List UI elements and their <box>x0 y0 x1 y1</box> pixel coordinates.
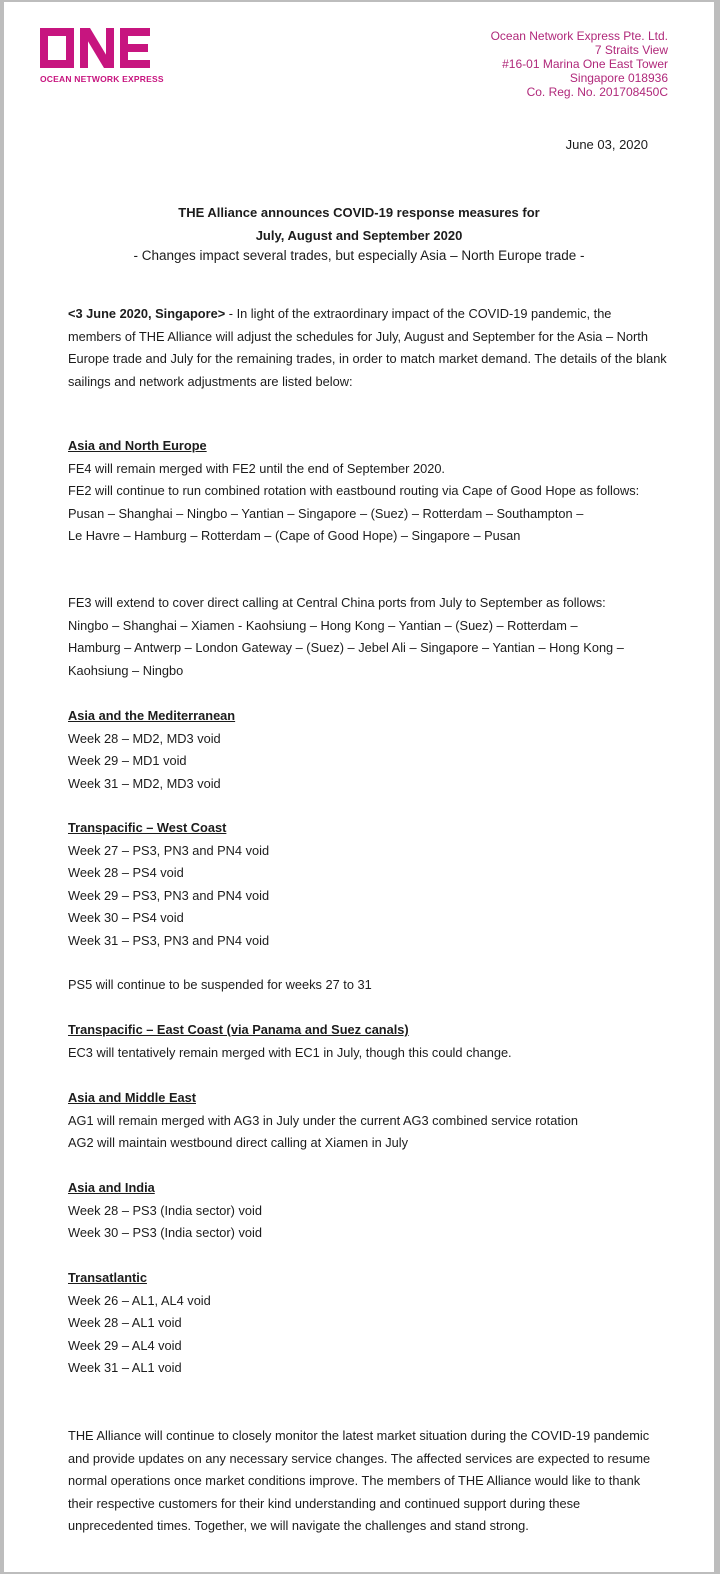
document-page <box>4 2 714 1572</box>
section-india <box>68 1177 668 1245</box>
address-line: Ocean Network Express Pte. Ltd. <box>490 29 668 43</box>
list-item: Week 30 – PS4 void <box>68 910 184 925</box>
list-item: AG2 will maintain westbound direct calling at Xiamen in July <box>68 1135 408 1150</box>
fe2-text: FE2 will continue to run combined rotation with eastbound routing via Cape of Good Hope as follows: <box>68 483 640 498</box>
section-transpacific-east <box>68 1019 668 1064</box>
section-heading: Transpacific – West Coast <box>68 820 227 835</box>
address-line: #16-01 Marina One East Tower <box>502 57 668 71</box>
fe3-route-line: Kaohsiung – Ningbo <box>68 662 184 678</box>
intro-paragraph <box>68 303 668 393</box>
list-item: Week 29 – PS3, PN3 and PN4 void <box>68 887 270 903</box>
section-transatlantic <box>68 1267 668 1380</box>
list-item: Week 28 – MD2, MD3 void <box>68 730 221 746</box>
one-logo <box>40 28 164 84</box>
address-line: 7 Straits View <box>594 43 668 57</box>
section-heading: Asia and North Europe <box>68 438 207 453</box>
section-transpacific-west <box>68 817 668 952</box>
list-item: Week 31 – MD2, MD3 void <box>68 775 221 791</box>
list-item: AG1 will remain merged with AG3 in July under the current AG3 combined service rotation <box>68 1112 578 1128</box>
section-mediterranean <box>68 705 668 795</box>
list-item: Week 26 – AL1, AL4 void <box>68 1292 211 1308</box>
letter-date: June 03, 2020 <box>565 137 648 152</box>
section-middle-east <box>68 1087 668 1155</box>
ps5-note: PS5 will continue to be suspended for weeks 27 to 31 <box>68 977 372 992</box>
fe3-text: FE3 will extend to cover direct calling at Central China ports from July to September as follows: <box>68 595 606 610</box>
list-item: Week 29 – AL4 void <box>68 1337 182 1353</box>
section-heading: Asia and India <box>68 1180 155 1195</box>
section-fe3 <box>68 592 668 682</box>
list-item: Week 31 – AL1 void <box>68 1360 182 1375</box>
fe3-route-line: Ningbo – Shanghai – Xiamen - Kaohsiung – Hong Kong – Yantian – (Suez) – Rotterdam – <box>68 617 578 633</box>
press-release-subtitle: - Changes impact several trades, but especially Asia – North Europe trade - <box>133 248 585 263</box>
section-north-europe <box>68 435 668 548</box>
ec3-text: EC3 will tentatively remain merged with EC1 in July, though this could change. <box>68 1044 512 1060</box>
list-item: Week 28 – AL1 void <box>68 1315 182 1330</box>
closing-paragraph: THE Alliance will continue to closely monitor the latest market situation during the COVID-19 pandemic and provide updates on any necessary service changes. The affected services are expected to resume normal operations once market conditions improve. The members of THE Alliance would like to thank their respective customers for their kind understanding and continued support during these unprecedented times. Together, we will navigate the challenges and stand strong. <box>68 1428 651 1533</box>
one-logo-mark <box>40 28 152 72</box>
fe3-route-line: Hamburg – Antwerp – London Gateway – (Suez) – Jebel Ali – Singapore – Yantian – Hong Kong – <box>68 640 624 655</box>
address-line: Co. Reg. No. 201708450C <box>526 85 668 99</box>
company-address <box>491 29 668 99</box>
fe2-route-line: Le Havre – Hamburg – Rotterdam – (Cape of Good Hope) – Singapore – Pusan <box>68 528 521 543</box>
fe4-text: FE4 will remain merged with FE2 until the end of September 2020. <box>68 460 445 476</box>
section-heading: Transatlantic <box>68 1270 147 1285</box>
list-item: Week 30 – PS3 (India sector) void <box>68 1225 262 1240</box>
list-item: Week 28 – PS3 (India sector) void <box>68 1202 262 1218</box>
section-heading: Transpacific – East Coast (via Panama and Suez canals) <box>68 1022 409 1037</box>
press-release-title <box>4 201 714 247</box>
list-item: Week 27 – PS3, PN3 and PN4 void <box>68 842 270 858</box>
list-item: Week 28 – PS4 void <box>68 865 184 880</box>
title-line-1: THE Alliance announces COVID-19 response measures for <box>178 205 540 220</box>
section-heading: Asia and Middle East <box>68 1090 197 1105</box>
list-item: Week 29 – MD1 void <box>68 753 187 768</box>
fe2-route-line: Pusan – Shanghai – Ningbo – Yantian – Singapore – (Suez) – Rotterdam – Southampton – <box>68 505 584 521</box>
logo-subtext: OCEAN NETWORK EXPRESS <box>40 74 164 84</box>
title-line-2: July, August and September 2020 <box>255 228 463 243</box>
intro-text: - In light of the extraordinary impact of the COVID-19 pandemic, the members of THE Alliance will adjust the schedules for July, August and September for the Asia – North Europe trade and July for the remaining trades, in order to match market demand. The details of the blank sailings and network adjustments are listed below: <box>68 306 667 389</box>
address-line: Singapore 018936 <box>569 71 668 85</box>
dateline: <3 June 2020, Singapore> <box>68 306 226 321</box>
list-item: Week 31 – PS3, PN3 and PN4 void <box>68 932 270 948</box>
section-heading: Asia and the Mediterranean <box>68 708 236 723</box>
